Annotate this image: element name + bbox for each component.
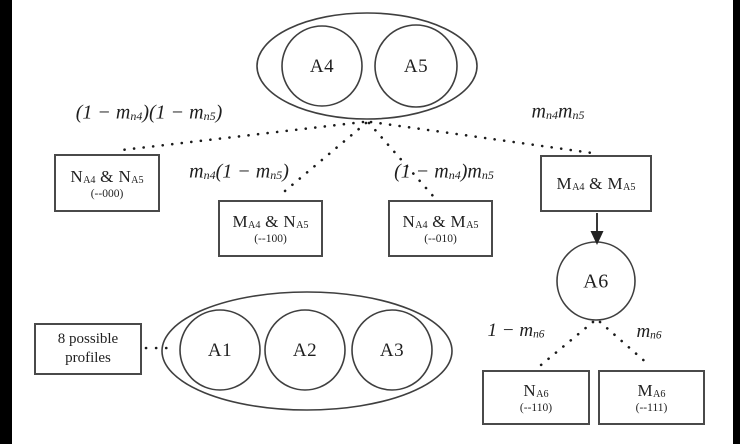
dotted-branch-m5only: [369, 123, 433, 196]
annotation-text-line1: 8 possible: [57, 330, 119, 347]
branch-label-no-mutation-45: $(1 - m_{n4})(1 - m_{n5})$: [75, 101, 223, 124]
outcome-code: (--000): [90, 187, 124, 200]
branch-label-both-mutations-45: $m_{n4}m_{n5}$: [531, 100, 585, 123]
branch-label-m5-only: $(1 - m_{n4})m_{n5}$: [394, 160, 494, 183]
outcome-title: $M_{A4}$ & $N_{A5}$: [232, 212, 309, 232]
outcome-box-n45: [54, 154, 160, 212]
outcome-box-mn45: [218, 200, 323, 257]
outcome-code: (--100): [254, 233, 287, 245]
node-label-a4: A4: [309, 56, 335, 77]
profiles-annotation-box: [34, 323, 142, 375]
left-scan-bar: [0, 0, 12, 444]
outcome-code: (--110): [519, 402, 553, 414]
node-label-a5: A5: [403, 56, 429, 77]
outcome-title: $N_{A4}$ & $N_{A5}$: [70, 166, 144, 186]
dotted-branch-m4only: [279, 123, 366, 196]
dotted-branch-both: [371, 122, 592, 153]
outcome-title: $N_{A6}$: [523, 381, 549, 401]
outcome-title: $N_{A4}$ & $M_{A5}$: [402, 212, 479, 232]
right-scan-bar: [733, 0, 740, 444]
dotted-branch-a6-n: [541, 322, 593, 365]
dotted-branch-none: [122, 122, 363, 150]
node-label-a3: A3: [379, 340, 405, 361]
branch-label-mutation-6: $m_{n6}$: [636, 321, 662, 342]
node-label-a1: A1: [207, 340, 233, 361]
outcome-title: $M_{A4}$ & $M_{A5}$: [556, 173, 636, 193]
outcome-box-nm45: [388, 200, 493, 257]
outcome-box-n6: [482, 370, 590, 425]
outcome-title: $M_{A6}$: [637, 381, 666, 401]
outcome-code: (--010): [424, 233, 457, 245]
top-ellipse: [257, 13, 477, 119]
annotation-text-line2: profiles: [65, 350, 111, 366]
node-label-a2: A2: [292, 340, 318, 361]
branch-label-no-mutation-6: $1 - m_{n6}$: [487, 320, 545, 341]
outcome-code: (--111): [635, 402, 668, 414]
outcome-box-mm45: [540, 155, 652, 212]
outcome-box-m6: [598, 370, 705, 425]
branch-label-m4-only: $m_{n4}(1 - m_{n5})$: [189, 160, 289, 183]
node-label-a6: A6: [583, 270, 609, 293]
